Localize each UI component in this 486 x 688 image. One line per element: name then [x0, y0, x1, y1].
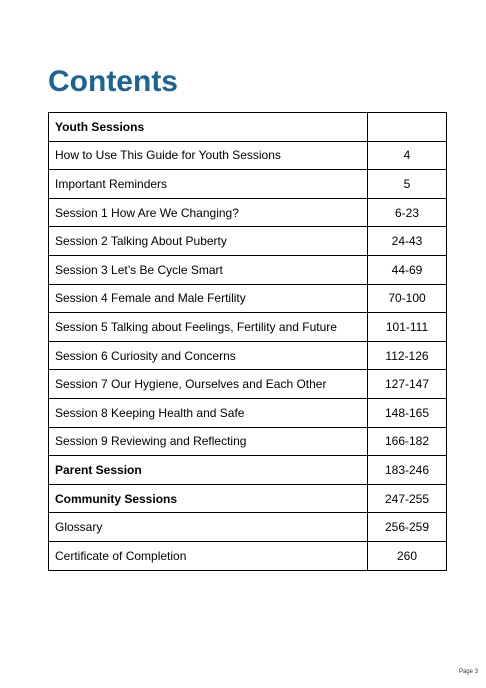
contents-table [48, 112, 447, 571]
contents-entry-pages: 166-182 [368, 427, 447, 456]
contents-entry-pages: 5 [368, 170, 447, 199]
contents-entry-pages: 247-255 [368, 484, 447, 513]
contents-row [49, 284, 447, 313]
contents-entry-pages: 44-69 [368, 255, 447, 284]
contents-entry-title: Session 6 Curiosity and Concerns [49, 341, 368, 370]
contents-row [49, 541, 447, 570]
contents-row [49, 513, 447, 542]
contents-entry-pages: 4 [368, 141, 447, 170]
contents-entry-title: Important Reminders [49, 170, 368, 199]
contents-entry-title: Session 2 Talking About Puberty [49, 227, 368, 256]
contents-entry-title: Session 1 How Are We Changing? [49, 198, 368, 227]
contents-entry-title: Session 3 Let’s Be Cycle Smart [49, 255, 368, 284]
contents-entry-title: Session 5 Talking about Feelings, Fertility and Future [49, 313, 368, 342]
contents-entry-title: Youth Sessions [49, 113, 368, 142]
contents-row [49, 370, 447, 399]
contents-entry-pages: 127-147 [368, 370, 447, 399]
page-number: Page 3 [458, 669, 478, 675]
contents-row [49, 341, 447, 370]
contents-entry-pages [368, 113, 447, 142]
contents-row [49, 198, 447, 227]
contents-entry-title: Session 8 Keeping Health and Safe [49, 398, 368, 427]
contents-row [49, 113, 447, 142]
contents-entry-title: Parent Session [49, 456, 368, 485]
contents-row [49, 227, 447, 256]
contents-entry-title: Community Sessions [49, 484, 368, 513]
contents-entry-title: How to Use This Guide for Youth Sessions [49, 141, 368, 170]
contents-entry-title: Glossary [49, 513, 368, 542]
contents-entry-pages: 260 [368, 541, 447, 570]
contents-row [49, 313, 447, 342]
contents-entry-pages: 112-126 [368, 341, 447, 370]
contents-row [49, 427, 447, 456]
page-title: Contents [48, 65, 178, 98]
contents-entry-pages: 101-111 [368, 313, 447, 342]
contents-entry-pages: 183-246 [368, 456, 447, 485]
contents-entry-title: Session 7 Our Hygiene, Ourselves and Each Other [49, 370, 368, 399]
contents-entry-title: Session 9 Reviewing and Reflecting [49, 427, 368, 456]
contents-row [49, 141, 447, 170]
contents-entry-title: Session 4 Female and Male Fertility [49, 284, 368, 313]
contents-entry-pages: 70-100 [368, 284, 447, 313]
contents-entry-pages: 24-43 [368, 227, 447, 256]
contents-row [49, 456, 447, 485]
contents-entry-pages: 256-259 [368, 513, 447, 542]
contents-row [49, 170, 447, 199]
contents-entry-pages: 6-23 [368, 198, 447, 227]
contents-entry-title: Certificate of Completion [49, 541, 368, 570]
contents-entry-pages: 148-165 [368, 398, 447, 427]
contents-row [49, 255, 447, 284]
contents-row [49, 398, 447, 427]
contents-row [49, 484, 447, 513]
